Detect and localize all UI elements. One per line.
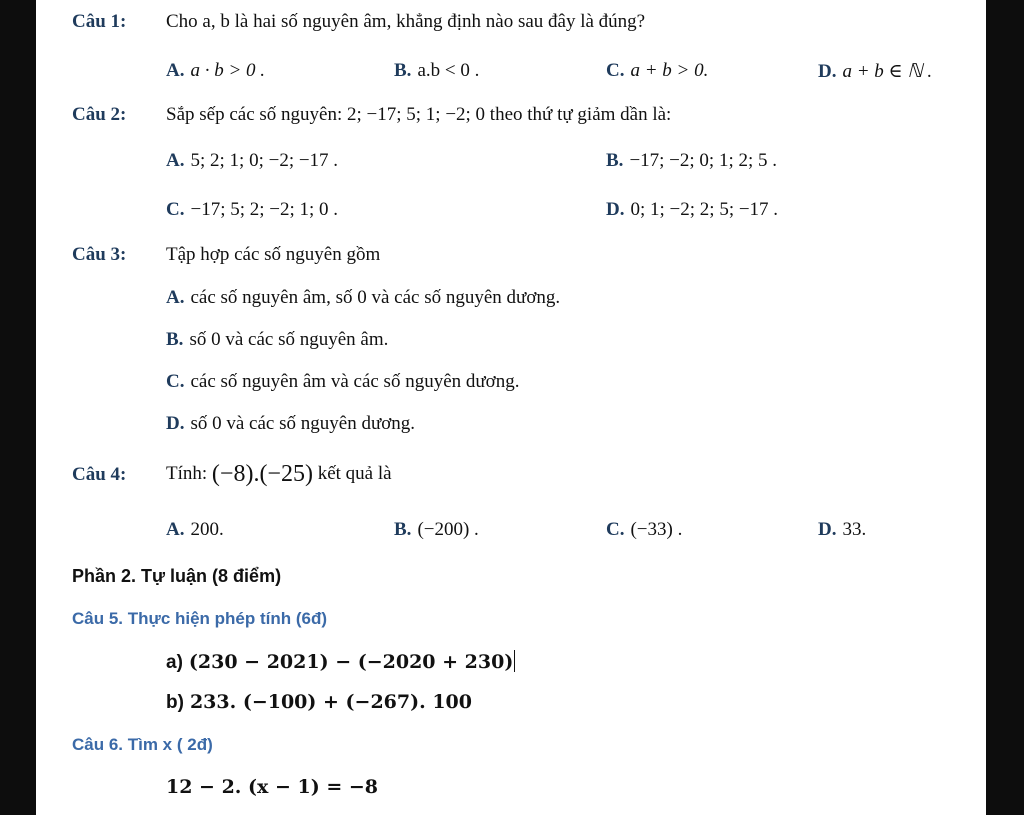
option-text: a + b ∈ ℕ . [842,61,933,82]
option-letter: B. [394,60,412,81]
question-6-equation [166,776,378,799]
question-5-heading: Câu 5. Thực hiện phép tính (6đ) [72,609,328,628]
option-text: các số nguyên âm, số 0 và các số nguyên dương. [190,287,561,308]
question-4-expression: (−8).(−25) [211,461,313,487]
question-2-option-a [166,150,338,172]
question-3-text: Tập hợp các số nguyên gồm [166,244,381,265]
question-4-text [166,462,392,486]
question-4-suffix: kết quả là [317,463,392,484]
question-4-option-a [166,519,224,541]
document-page [36,0,986,815]
option-letter: B. [606,150,624,171]
question-1-option-c [606,60,708,82]
item-label: a) [166,652,183,673]
option-text: (−33) . [630,519,683,540]
option-letter: C. [606,519,625,540]
question-3-option-d [166,413,415,435]
question-1-label: Câu 1: [72,11,127,32]
option-letter: B. [166,329,184,350]
question-2-label: Câu 2: [72,104,127,125]
question-4-label: Câu 4: [72,464,127,485]
option-letter: D. [166,413,185,434]
question-3-option-b [166,329,388,351]
option-text: a.b < 0 . [417,60,480,81]
question-2-option-d [606,199,778,221]
question-5b [166,691,472,714]
item-expression: 233. (−100) + (−267). 100 [189,691,472,713]
question-3-option-a [166,287,560,309]
option-text: −17; 5; 2; −2; 1; 0 . [190,199,339,220]
question-1-option-b [394,60,479,82]
option-text: (−200) . [417,519,479,540]
option-text: số 0 và các số nguyên dương. [190,413,416,434]
option-text: −17; −2; 0; 1; 2; 5 . [629,150,778,171]
equation-expression: 12 − 2. (x − 1) = −8 [166,776,379,798]
question-1-option-a [166,60,265,82]
question-1-option-d [818,60,932,83]
question-4-option-c [606,519,682,541]
question-6-heading: Câu 6. Tìm x ( 2đ) [72,735,213,754]
option-text: a + b > 0. [630,60,709,81]
part-2-heading: Phần 2. Tự luận (8 điểm) [72,566,282,586]
option-letter: C. [166,199,185,220]
question-2-option-b [606,150,777,172]
option-letter: A. [166,60,185,81]
option-letter: C. [606,60,625,81]
option-letter: A. [166,287,185,308]
question-5a [166,650,515,674]
question-2-option-c [166,199,338,221]
option-text: a · b > 0 . [190,60,266,81]
option-text: 33. [842,519,867,540]
question-4-option-b [394,519,479,541]
question-4-prefix: Tính: [166,463,208,484]
text-cursor [514,650,515,672]
question-2-text: Sắp sếp các số nguyên: 2; −17; 5; 1; −2; 0 theo thứ tự giảm dần là: [166,104,672,125]
option-letter: D. [818,519,837,540]
question-3-option-c [166,371,519,393]
question-4-option-d [818,519,866,541]
item-expression: (230 − 2021) − (−2020 + 230) [188,651,514,673]
item-label: b) [166,692,184,713]
option-letter: A. [166,519,185,540]
option-text: 0; 1; −2; 2; 5; −17 . [630,199,779,220]
option-text: số 0 và các số nguyên âm. [189,329,389,350]
option-letter: C. [166,371,185,392]
question-3-label: Câu 3: [72,244,127,265]
option-text: 5; 2; 1; 0; −2; −17 . [190,150,339,171]
option-letter: D. [818,61,837,82]
option-letter: D. [606,199,625,220]
option-text: 200. [190,519,224,540]
option-letter: B. [394,519,412,540]
option-letter: A. [166,150,185,171]
question-1-text: Cho a, b là hai số nguyên âm, khẳng định nào sau đây là đúng? [166,11,646,32]
option-text: các số nguyên âm và các số nguyên dương. [190,371,520,392]
